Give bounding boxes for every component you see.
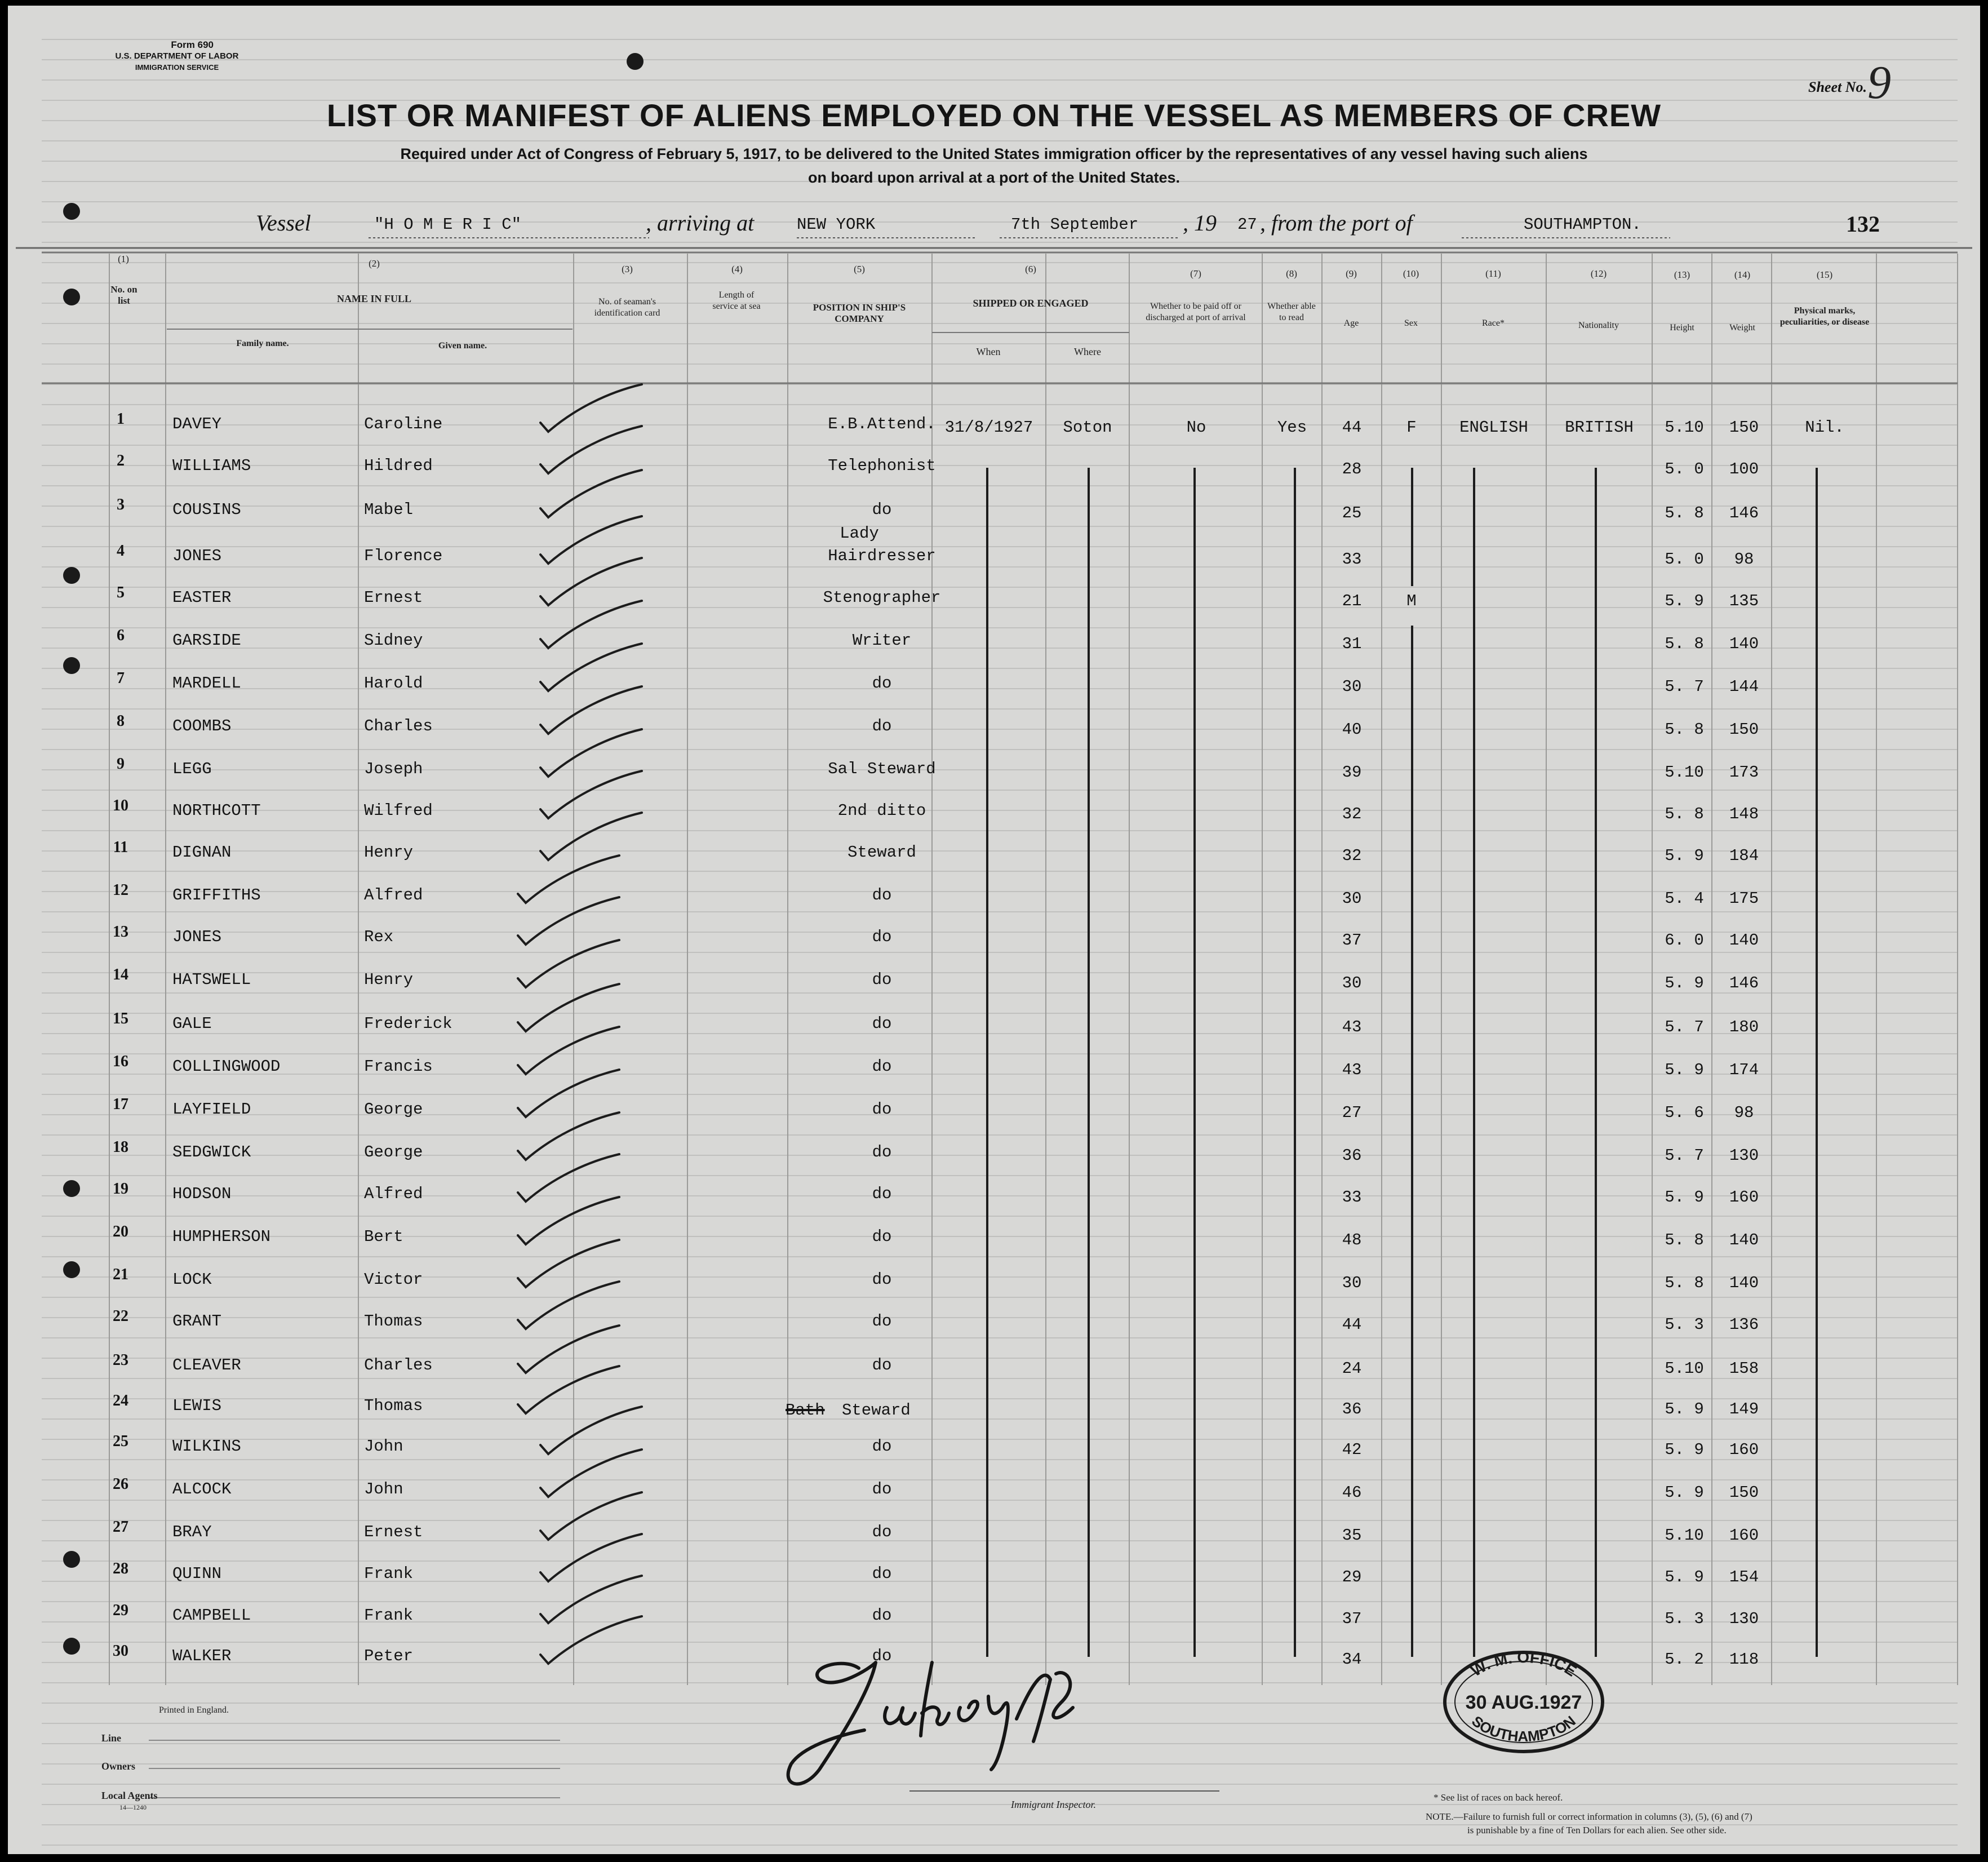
col13-number: (13): [1674, 269, 1690, 280]
col5-header: POSITION IN SHIP'S COMPANY: [813, 302, 906, 324]
race-note: * See list of races on back hereof.: [1434, 1792, 1563, 1803]
age: 46: [1342, 1483, 1362, 1502]
shipped-where: Soton: [1063, 418, 1112, 437]
family-name: GRANT: [172, 1312, 222, 1331]
given-name: Alfred: [364, 886, 423, 905]
row-number: 26: [113, 1475, 128, 1493]
row-number: 12: [113, 881, 128, 899]
col4-header: Length of service at sea: [712, 290, 761, 311]
inspector-label: Immigrant Inspector.: [1011, 1799, 1096, 1810]
col6a-header: When: [976, 346, 1001, 357]
age: 32: [1342, 805, 1362, 823]
fine-note-line1: NOTE.—Failure to furnish full or correct information in columns (3), (5), (6) and (7): [1426, 1811, 1752, 1822]
given-name: Charles: [364, 1356, 433, 1375]
position: do: [872, 970, 892, 989]
given-name: George: [364, 1100, 423, 1119]
row-number: 27: [113, 1518, 128, 1536]
age: 30: [1342, 677, 1362, 696]
arrival-year: 27: [1237, 215, 1257, 234]
family-name: JONES: [172, 547, 222, 565]
family-name: COOMBS: [172, 717, 232, 735]
punch-hole: [627, 53, 644, 70]
age: 32: [1342, 846, 1362, 865]
age: 42: [1342, 1440, 1362, 1459]
age: 44: [1342, 418, 1362, 437]
family-name: QUINN: [172, 1564, 222, 1583]
family-name: LOCK: [172, 1270, 212, 1289]
weight: 135: [1729, 592, 1759, 610]
race: ENGLISH: [1459, 418, 1528, 437]
given-name: John: [364, 1480, 403, 1499]
height: 5. 9: [1665, 1061, 1704, 1079]
col14-number: (14): [1734, 269, 1751, 280]
given-name: Frank: [364, 1564, 414, 1583]
row-number: 4: [117, 542, 125, 560]
row-number: 6: [117, 627, 125, 644]
weight: 174: [1729, 1061, 1759, 1079]
age: 35: [1342, 1526, 1362, 1545]
position: Telephonist: [828, 456, 936, 475]
position: do: [872, 500, 892, 519]
position: do: [872, 1227, 892, 1246]
given-name: Caroline: [364, 415, 443, 433]
given-name: Thomas: [364, 1312, 423, 1331]
row-number: 21: [113, 1266, 128, 1283]
weight: 130: [1729, 1146, 1759, 1165]
height: 5. 9: [1665, 1440, 1704, 1459]
family-name: GALE: [172, 1014, 212, 1033]
weight: 100: [1729, 460, 1759, 478]
punch-hole: [63, 289, 80, 305]
age: 36: [1342, 1400, 1362, 1418]
col13-header: Height: [1670, 323, 1694, 333]
col2-number: (2): [369, 258, 380, 269]
row-number: 16: [113, 1053, 128, 1070]
weight: 140: [1729, 1231, 1759, 1249]
position-above: Lady: [840, 524, 879, 543]
vessel-label: Vessel: [256, 210, 311, 236]
given-name: Francis: [364, 1057, 433, 1076]
family-name: CLEAVER: [172, 1356, 241, 1375]
family-name: WALKER: [172, 1647, 232, 1665]
col3-header: No. of seaman's identification card: [594, 297, 660, 318]
position-struck: Bath: [786, 1401, 825, 1420]
age: 48: [1342, 1231, 1362, 1249]
col15-header: Physical marks, peculiarities, or disease: [1780, 306, 1870, 327]
family-name: HODSON: [172, 1185, 232, 1203]
punch-hole: [63, 1261, 80, 1278]
given-name: Bert: [364, 1227, 403, 1246]
height: 5. 8: [1665, 504, 1704, 522]
weight: 118: [1729, 1650, 1759, 1669]
given-name: Mabel: [364, 500, 414, 519]
col3-number: (3): [622, 264, 633, 274]
stamp-date: 30 AUG.1927: [1465, 1692, 1582, 1713]
weight: 180: [1729, 1018, 1759, 1036]
position: Stenographer: [823, 588, 941, 607]
col2a-header: Family name.: [236, 339, 289, 348]
family-name: SEDGWICK: [172, 1143, 251, 1161]
weight: 140: [1729, 635, 1759, 653]
position: do: [872, 1647, 892, 1665]
col12-header: Nationality: [1578, 321, 1619, 330]
given-name: Henry: [364, 970, 414, 989]
weight: 160: [1729, 1526, 1759, 1545]
age: 43: [1342, 1061, 1362, 1079]
given-name: Henry: [364, 843, 414, 862]
position: do: [872, 1312, 892, 1331]
col15-number: (15): [1816, 269, 1833, 280]
family-name: MARDELL: [172, 674, 241, 693]
height: 5. 9: [1665, 846, 1704, 865]
department-name: U.S. DEPARTMENT OF LABOR: [115, 51, 239, 61]
age: 21: [1342, 592, 1362, 610]
height: 5. 3: [1665, 1610, 1704, 1628]
weight: 150: [1729, 418, 1759, 437]
paid-off: No: [1186, 418, 1206, 437]
weight: 154: [1729, 1568, 1759, 1586]
height: 5. 0: [1665, 550, 1704, 569]
punch-hole: [63, 203, 80, 220]
row-number: 9: [117, 755, 125, 773]
family-name: JONES: [172, 928, 222, 946]
sex: F: [1406, 418, 1417, 437]
weight: 150: [1729, 1483, 1759, 1502]
inspector-signature: [774, 1646, 1135, 1803]
row-number: 19: [113, 1180, 128, 1198]
age: 40: [1342, 720, 1362, 739]
position: Writer: [852, 631, 912, 650]
position: do: [872, 1356, 892, 1375]
age: 39: [1342, 763, 1362, 782]
given-name: Harold: [364, 674, 423, 693]
row-number: 24: [113, 1392, 128, 1409]
arriving-port: NEW YORK: [797, 215, 876, 234]
given-name: Rex: [364, 928, 394, 946]
given-name: Charles: [364, 717, 433, 735]
given-name: John: [364, 1437, 403, 1456]
weight: 146: [1729, 974, 1759, 992]
punch-hole: [63, 657, 80, 674]
age: 34: [1342, 1650, 1362, 1669]
family-name: CAMPBELL: [172, 1606, 251, 1625]
position: do: [872, 1480, 892, 1499]
weight: 184: [1729, 846, 1759, 865]
weight: 149: [1729, 1400, 1759, 1418]
office-date-stamp: [1439, 1646, 1608, 1758]
position: do: [872, 1606, 892, 1625]
family-name: LEGG: [172, 760, 212, 778]
row-number: 17: [113, 1096, 128, 1113]
document-title: LIST OR MANIFEST OF ALIENS EMPLOYED ON THE VESSEL AS MEMBERS OF CREW: [326, 97, 1662, 133]
age: 37: [1342, 931, 1362, 950]
age: 36: [1342, 1146, 1362, 1165]
age: 30: [1342, 974, 1362, 992]
age: 24: [1342, 1359, 1362, 1378]
row-number: 25: [113, 1433, 128, 1450]
punch-hole: [63, 1180, 80, 1197]
height: 5. 9: [1665, 1483, 1704, 1502]
weight: 160: [1729, 1440, 1759, 1459]
height: 5. 9: [1665, 974, 1704, 992]
given-name: Peter: [364, 1647, 414, 1665]
col9-number: (9): [1346, 268, 1357, 279]
sex: M: [1406, 592, 1417, 610]
height: 5. 4: [1665, 889, 1704, 908]
height: 5. 9: [1665, 592, 1704, 610]
sheet-number-label: Sheet No.: [1808, 79, 1867, 95]
family-name: ALCOCK: [172, 1480, 232, 1499]
position: Sal Steward: [828, 760, 936, 778]
col10-header: Sex: [1404, 318, 1418, 328]
position: 2nd ditto: [837, 801, 926, 820]
weight: 140: [1729, 931, 1759, 950]
arrival-date: 7th September: [1011, 215, 1139, 234]
height: 5. 8: [1665, 720, 1704, 739]
position: do: [872, 1270, 892, 1289]
row-number: 28: [113, 1560, 128, 1577]
arriving-label: , arriving at: [646, 210, 755, 236]
col8-number: (8): [1286, 268, 1297, 279]
height: 5. 3: [1665, 1315, 1704, 1334]
stamp-bottom-text: SOUTHAMPTON: [1468, 1712, 1579, 1745]
col2b-header: Given name.: [438, 341, 487, 351]
given-name: Victor: [364, 1270, 423, 1289]
height: 5. 0: [1665, 460, 1704, 478]
position: do: [872, 1014, 892, 1033]
shipped-when: 31/8/1927: [944, 418, 1033, 437]
given-name: Ernest: [364, 1523, 423, 1541]
row-number: 29: [113, 1602, 128, 1619]
row-number: 15: [113, 1010, 128, 1027]
document-subtitle-line2: on board upon arrival at a port of the United States.: [807, 169, 1181, 186]
vessel-name: "H O M E R I C": [374, 215, 522, 234]
height: 5.10: [1665, 1359, 1704, 1378]
given-name: Joseph: [364, 760, 423, 778]
position: E.B.Attend.: [828, 415, 936, 433]
punch-hole: [63, 1638, 80, 1655]
col5-number: (5): [854, 264, 865, 274]
weight: 146: [1729, 504, 1759, 522]
age: 29: [1342, 1568, 1362, 1586]
row-number: 8: [117, 712, 125, 730]
given-name: Sidney: [364, 631, 423, 650]
position: do: [872, 1523, 892, 1541]
given-name: Thomas: [364, 1397, 423, 1415]
row-number: 23: [113, 1351, 128, 1369]
weight: 140: [1729, 1274, 1759, 1292]
given-name: Alfred: [364, 1185, 423, 1203]
height: 5. 8: [1665, 1274, 1704, 1292]
row-number: 7: [117, 670, 125, 687]
age: 43: [1342, 1018, 1362, 1036]
height: 5. 9: [1665, 1188, 1704, 1207]
col1-header: No. on list: [110, 284, 137, 306]
col8-header: Whether able to read: [1267, 302, 1316, 322]
printed-note: Printed in England.: [159, 1705, 229, 1715]
height: 5. 7: [1665, 1146, 1704, 1165]
row-number: 18: [113, 1138, 128, 1156]
height: 5.10: [1665, 418, 1704, 437]
position: do: [872, 1564, 892, 1583]
punch-hole: [63, 1551, 80, 1568]
weight: 148: [1729, 805, 1759, 823]
height: 5.10: [1665, 1526, 1704, 1545]
punch-hole: [63, 567, 80, 584]
height: 5. 8: [1665, 1231, 1704, 1249]
manifest-sheet: [8, 6, 1980, 1854]
weight: 98: [1734, 550, 1754, 569]
line-label: Line: [101, 1732, 122, 1744]
position: do: [872, 886, 892, 905]
row-number: 1: [117, 410, 125, 428]
col2-header: NAME IN FULL: [336, 293, 411, 304]
height: 5. 7: [1665, 1018, 1704, 1036]
position: do: [872, 1143, 892, 1161]
age: 31: [1342, 635, 1362, 653]
page-code: 132: [1846, 211, 1880, 237]
row-number: 13: [113, 923, 128, 941]
family-name: LAYFIELD: [172, 1100, 251, 1119]
agents-code: 14—1240: [119, 1803, 147, 1811]
col7-header: Whether to be paid off or discharged at port of arrival: [1146, 302, 1246, 322]
weight: 160: [1729, 1188, 1759, 1207]
weight: 175: [1729, 889, 1759, 908]
age: 30: [1342, 1274, 1362, 1292]
row-number: 22: [113, 1307, 128, 1325]
given-name: Florence: [364, 547, 443, 565]
given-name: Wilfred: [364, 801, 433, 820]
age: 33: [1342, 550, 1362, 569]
family-name: GRIFFITHS: [172, 886, 261, 905]
age: 25: [1342, 504, 1362, 522]
col12-number: (12): [1590, 268, 1607, 279]
family-name: LEWIS: [172, 1397, 222, 1415]
family-name: COLLINGWOOD: [172, 1057, 281, 1076]
height: 5. 9: [1665, 1568, 1704, 1586]
col10-number: (10): [1403, 268, 1419, 279]
col11-number: (11): [1485, 268, 1501, 279]
family-name: NORTHCOTT: [172, 801, 261, 820]
family-name: WILLIAMS: [172, 456, 251, 475]
family-name: COUSINS: [172, 500, 241, 519]
row-number: 5: [117, 584, 125, 601]
service-name: IMMIGRATION SERVICE: [135, 63, 219, 72]
position: Steward: [842, 1401, 911, 1420]
sheet-number: 9: [1867, 56, 1891, 109]
departure-port: SOUTHAMPTON.: [1524, 215, 1641, 234]
weight: 173: [1729, 763, 1759, 782]
age: 30: [1342, 889, 1362, 908]
col6b-header: Where: [1074, 346, 1101, 357]
age: 27: [1342, 1103, 1362, 1122]
given-name: George: [364, 1143, 423, 1161]
row-number: 11: [113, 839, 128, 856]
position: do: [872, 928, 892, 946]
col4-number: (4): [731, 264, 743, 274]
weight: 98: [1734, 1103, 1754, 1122]
col11-header: Race*: [1482, 318, 1505, 328]
form-number: Form 690: [171, 39, 214, 50]
owners-label: Owners: [101, 1761, 135, 1772]
col14-header: Weight: [1729, 323, 1755, 333]
weight: 130: [1729, 1610, 1759, 1628]
col7-number: (7): [1190, 268, 1201, 279]
stamp-top-text: W. M. OFFICE: [1468, 1648, 1580, 1680]
family-name: WILKINS: [172, 1437, 241, 1456]
family-name: HUMPHERSON: [172, 1227, 271, 1246]
family-name: HATSWELL: [172, 970, 251, 989]
position: Steward: [847, 843, 916, 862]
row-number: 10: [113, 797, 128, 814]
given-name: Hildred: [364, 456, 433, 475]
height: 5. 8: [1665, 805, 1704, 823]
height: 6. 0: [1665, 931, 1704, 950]
physical-marks: Nil.: [1805, 418, 1844, 437]
position: do: [872, 1185, 892, 1203]
row-number: 30: [113, 1642, 128, 1660]
age: 44: [1342, 1315, 1362, 1334]
position: do: [872, 674, 892, 693]
family-name: DAVEY: [172, 415, 222, 433]
family-name: EASTER: [172, 588, 232, 607]
document-subtitle-line1: Required under Act of Congress of February 5, 1917, to be delivered to the United States immigration officer by the representatives of any vessel having such aliens: [400, 145, 1588, 162]
row-number: 2: [117, 452, 125, 469]
col6-header: SHIPPED OR ENGAGED: [973, 298, 1089, 309]
family-name: DIGNAN: [172, 843, 232, 862]
from-port-label: , from the port of: [1260, 210, 1413, 236]
fine-note-line2: is punishable by a fine of Ten Dollars for each alien. See other side.: [1467, 1825, 1727, 1836]
family-name: BRAY: [172, 1523, 212, 1541]
agents-label: Local Agents: [101, 1790, 158, 1801]
height: 5. 8: [1665, 635, 1704, 653]
height: 5. 9: [1665, 1400, 1704, 1418]
year-prefix: , 19: [1183, 210, 1217, 236]
weight: 158: [1729, 1359, 1759, 1378]
age: 28: [1342, 460, 1362, 478]
family-name: GARSIDE: [172, 631, 241, 650]
age: 37: [1342, 1610, 1362, 1628]
position: do: [872, 1100, 892, 1119]
col1-number: (1): [118, 254, 129, 264]
height: 5.10: [1665, 763, 1704, 782]
weight: 150: [1729, 720, 1759, 739]
height: 5. 2: [1665, 1650, 1704, 1669]
row-number: 20: [113, 1223, 128, 1240]
position: do: [872, 1437, 892, 1456]
col6-number: (6): [1025, 264, 1036, 274]
age: 33: [1342, 1188, 1362, 1207]
weight: 144: [1729, 677, 1759, 696]
nationality: BRITISH: [1565, 418, 1634, 437]
given-name: Ernest: [364, 588, 423, 607]
given-name: Frank: [364, 1606, 414, 1625]
position: Hairdresser: [828, 547, 936, 565]
height: 5. 6: [1665, 1103, 1704, 1122]
position: do: [872, 717, 892, 735]
position: do: [872, 1057, 892, 1076]
col9-header: Age: [1343, 318, 1359, 328]
given-name: Frederick: [364, 1014, 452, 1033]
row-number: 3: [117, 496, 125, 513]
weight: 136: [1729, 1315, 1759, 1334]
height: 5. 7: [1665, 677, 1704, 696]
able-to-read: Yes: [1277, 418, 1307, 437]
row-number: 14: [113, 966, 128, 983]
